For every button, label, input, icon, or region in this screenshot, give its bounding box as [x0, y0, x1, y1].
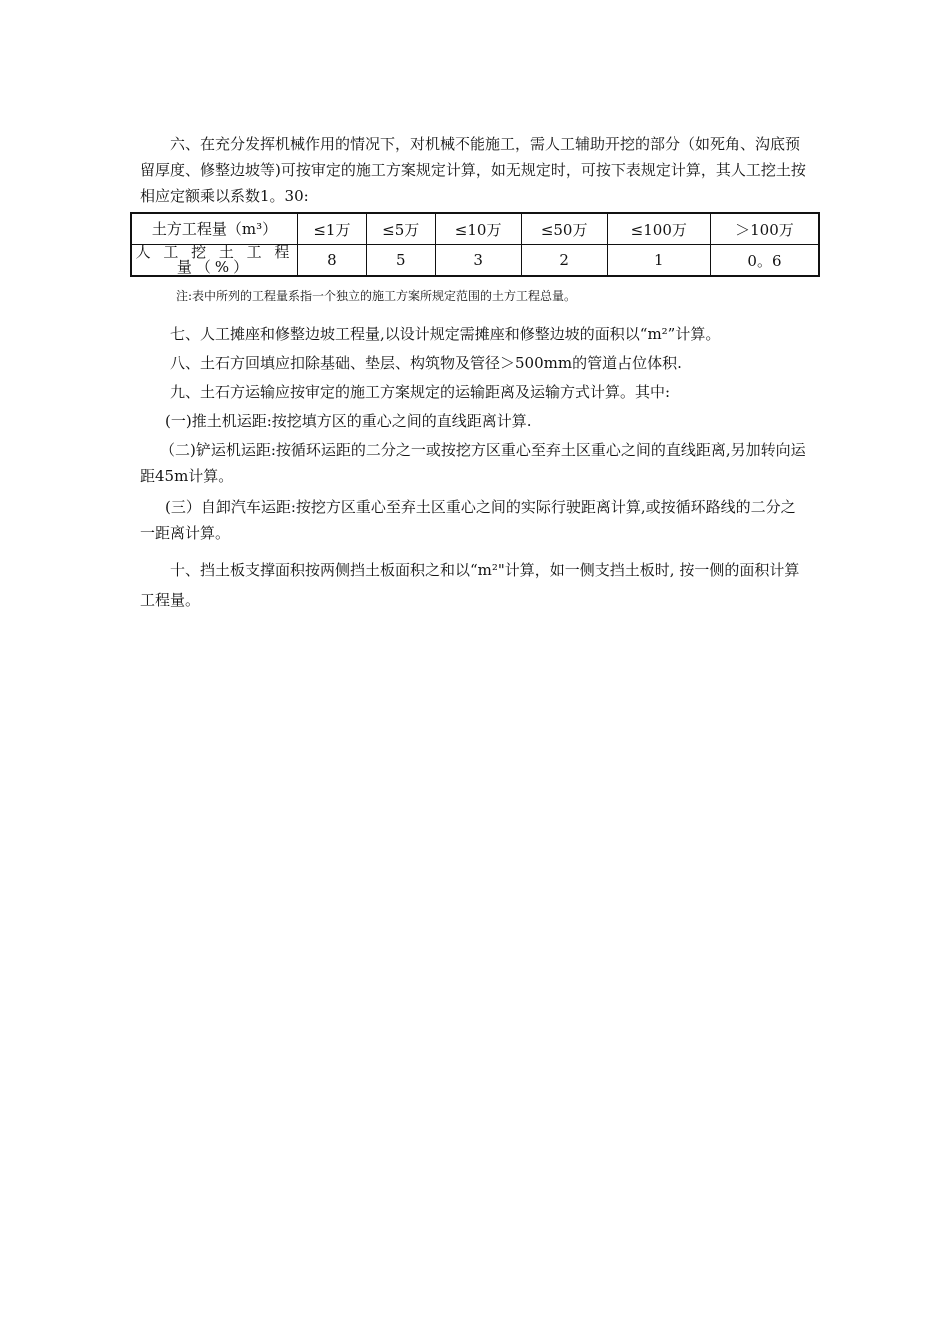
- table-cell: 3: [435, 245, 521, 277]
- col-header: ≤5万: [366, 213, 435, 245]
- row-header-manual-excavation: 人 工 挖 土 工 程 量（%）: [131, 245, 298, 277]
- col-header: ≤10万: [435, 213, 521, 245]
- paragraph-9: 九、土石方运输应按审定的施工方案规定的运输距离及运输方式计算。其中:: [170, 383, 671, 401]
- item-3: (三）自卸汽车运距:按挖方区重心至弃土区重心之间的实际行驶距离计算,或按循环路线的二分之一距离计算。: [140, 498, 796, 542]
- row-header-earthwork-volume: 土方工程量（m³）: [131, 213, 298, 245]
- table-row: [131, 213, 819, 245]
- table-row: [131, 245, 819, 277]
- paragraph-10: 十、挡土板支撑面积按两侧挡土板面积之和以“m²"计算，如一侧支挡土板时, 按一侧的面积计算工程量。: [140, 561, 800, 609]
- paragraph-6: 六、在充分发挥机械作用的情况下，对机械不能施工，需人工辅助开挖的部分（如死角、沟底预留厚度、修整边坡等)可按审定的施工方案规定计算，如无规定时，可按下表规定计算，其人工挖土按相应定额乘以系数1。30:: [140, 135, 806, 205]
- item-2: （二)铲运机运距:按循环运距的二分之一或按挖方区重心至弃土区重心之间的直线距离,另加转向运距45m计算。: [140, 441, 806, 485]
- table-note: 注:表中所列的工程量系指一个独立的施工方案所规定范围的土方工程总量。: [176, 289, 577, 303]
- paragraph-7: 七、人工摊座和修整边坡工程量,以设计规定需摊座和修整边坡的面积以“m²”计算。: [170, 325, 721, 343]
- col-header: ≤100万: [607, 213, 710, 245]
- paragraph-8: 八、土石方回填应扣除基础、垫层、构筑物及管径＞500mm的管道占位体积.: [170, 354, 682, 372]
- table-cell: 2: [521, 245, 607, 277]
- col-header: ＞100万: [710, 213, 819, 245]
- table-cell: 8: [298, 245, 367, 277]
- col-header: ≤1万: [298, 213, 367, 245]
- table-cell: 5: [366, 245, 435, 277]
- quota-table: [130, 212, 820, 277]
- table-cell: 0。6: [710, 245, 819, 277]
- item-1: (一)推土机运距:按挖填方区的重心之间的直线距离计算.: [165, 412, 532, 430]
- table-cell: 1: [607, 245, 710, 277]
- col-header: ≤50万: [521, 213, 607, 245]
